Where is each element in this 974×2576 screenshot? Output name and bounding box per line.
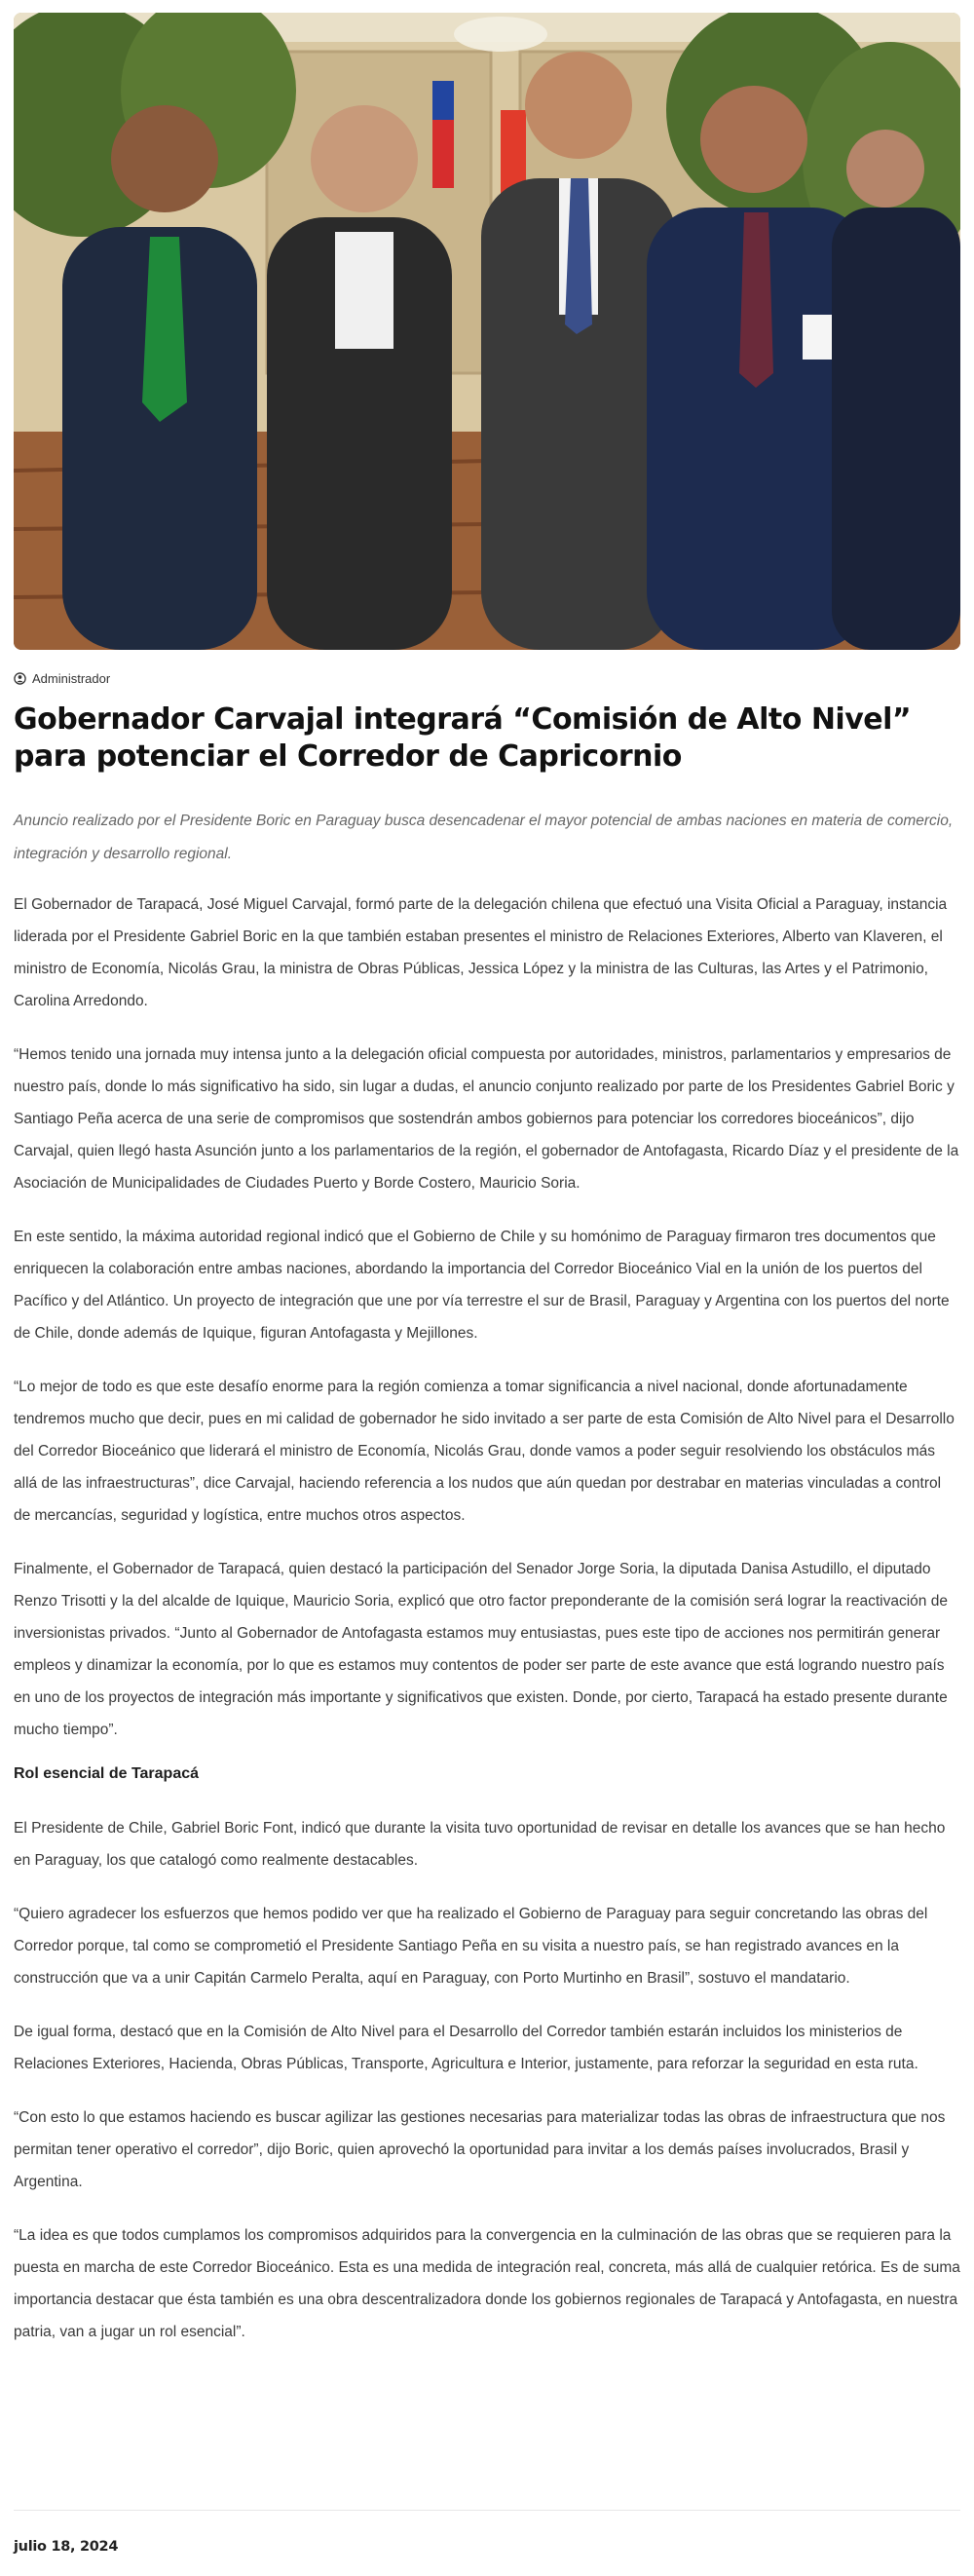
hero-photo [14,13,960,650]
article-paragraph: El Gobernador de Tarapacá, José Miguel Carvajal, formó parte de la delegación chilena que efectuó una Visita Oficial a Paraguay, instancia liderada por el Presidente Gabriel Boric en la que también estaban presentes el ministro de Relaciones Exteriores, Alberto van Klaveren, el ministro de Economía, Nicolás Grau, la ministra de Obras Públicas, Jessica López y la ministra de las Culturas, las Artes y el Patrimonio, Carolina Arredondo. [14,896,948,1009]
article-paragraph: Finalmente, el Gobernador de Tarapacá, quien destacó la participación del Senador Jorge Soria, la diputada Danisa Astudillo, el diputado Renzo Trisotti y la del alcalde de Iquique, Mauricio Soria, explicó que otro factor preponderante de la comisión será lograr la reactivación de inversionistas privados. “Junto al Gobernador de Antofagasta estamos muy entusiastas, pues este tipo de acciones nos permitirán generar empleos y dinamizar la economía, por lo que es estamos muy contentos de poder ser parte de este avance que está logrando nuestro país en uno de los proyectos de integración más importante y significativos que existen. Donde, por cierto, Tarapacá ha estado presente durante mucho tiempo”. [14,1561,948,1738]
article-paragraph: En este sentido, la máxima autoridad regional indicó que el Gobierno de Chile y su homónimo de Paraguay firmaron tres documentos que enriquecen la colaboración entre ambas naciones, abordando la importancia del Corredor Bioceánico Vial en la unión de los puertos del Pacífico y del Atlántico. Un proyecto de integración que une por vía terrestre el sur de Brasil, Paraguay y Argentina con los puertos del norte de Chile, donde además de Iquique, figuran Antofagasta y Mejillones. [14,1229,950,1342]
publish-date: julio 18, 2024 [14,2539,119,2555]
article-subheading: Rol esencial de Tarapacá [14,1765,200,1782]
article-body [14,889,960,2369]
article-paragraph: “Hemos tenido una jornada muy intensa junto a la delegación oficial compuesta por autoridades, ministros, parlamentarios y empresarios de nuestro país, donde lo más significativo ha sido, sin lugar a dudas, el anuncio conjunto realizado por parte de los Presidentes Gabriel Boric y Santiago Peña acerca de una serie de compromisos que sostendrán ambos gobiernos para potenciar los corredores bioceánicos”, dijo Carvajal, quien llegó hasta Asunción junto a los parlamentarios de la región, el gobernador de Antofagasta, Ricardo Díaz y el presidente de la Asociación de Municipalidades de Ciudades Puerto y Borde Costero, Mauricio Soria. [14,1046,959,1192]
author-name[interactable]: Administrador [32,670,111,686]
article-paragraph: “Lo mejor de todo es que este desafío enorme para la región comienza a tomar significancia a nivel nacional, donde afortunadamente tendremos mucho que decir, pues en mi calidad de gobernador he sido invitado a ser parte de esta Comisión de Alto Nivel para el Desarrollo del Corredor Bioceánico que liderará el ministro de Economía, Nicolás Grau, donde vamos a poder seguir resolviendo los obstáculos más allá de las infraestructuras”, dice Carvajal, haciendo referencia a los nudos que aún quedan por destrabar en materias vinculadas a control de mercancías, seguridad y logística, entre muchos otros aspectos. [14,1379,955,1524]
divider [14,2510,960,2511]
article-paragraph: “Quiero agradecer los esfuerzos que hemos podido ver que ha realizado el Gobierno de Paraguay para seguir concretando las obras del Corredor porque, tal como se comprometió el Presidente Santiago Peña en su visita a nuestro país, se han registrado avances en la construcción que va a unir Capitán Carmelo Peralta, aquí en Paraguay, con Porto Murtinho en Brasil”, sostuvo el mandatario. [14,1906,928,1987]
article-paragraph: El Presidente de Chile, Gabriel Boric Font, indicó que durante la visita tuvo oportunidad de revisar en detalle los avances que se han hecho en Paraguay, los que catalogó como realmente destacables. [14,1820,946,1869]
article-paragraph: “Con esto lo que estamos haciendo es buscar agilizar las gestiones necesarias para materializar todas las obras de infraestructura que nos permitan tener operativo el corredor”, dijo Boric, quien aprovechó la oportunidad para invitar a los demás países involucrados, Brasil y Argentina. [14,2109,946,2190]
author-row [14,670,110,686]
hero-photo-illustration [14,13,960,650]
user-circle-icon [14,672,26,685]
article-title: Gobernador Carvajal integrará “Comisión de Alto Nivel” para potenciar el Corredor de Capricornio [14,702,912,774]
article-paragraph: “La idea es que todos cumplamos los compromisos adquiridos para la convergencia en la culminación de las obras que se requieren para la puesta en marcha de este Corredor Bioceánico. Esta es una medida de integración real, concreta, más allá de cualquier retórica. Es de suma importancia destacar que ésta también es una obra descentralizadora donde los gobiernos regionales de Tarapacá y Antofagasta, en nuestra patria, van a jugar un rol esencial”. [14,2227,960,2340]
article-paragraph: De igual forma, destacó que en la Comisión de Alto Nivel para el Desarrollo del Corredor también estarán incluidos los ministerios de Relaciones Exteriores, Hacienda, Obras Públicas, Transporte, Agricultura e Interior, justamente, para reforzar la seguridad en esta ruta. [14,2024,918,2072]
article-lead: Anuncio realizado por el Presidente Boric en Paraguay busca desencadenar el mayor potencial de ambas naciones en materia de comercio, integración y desarrollo regional. [14,813,954,862]
